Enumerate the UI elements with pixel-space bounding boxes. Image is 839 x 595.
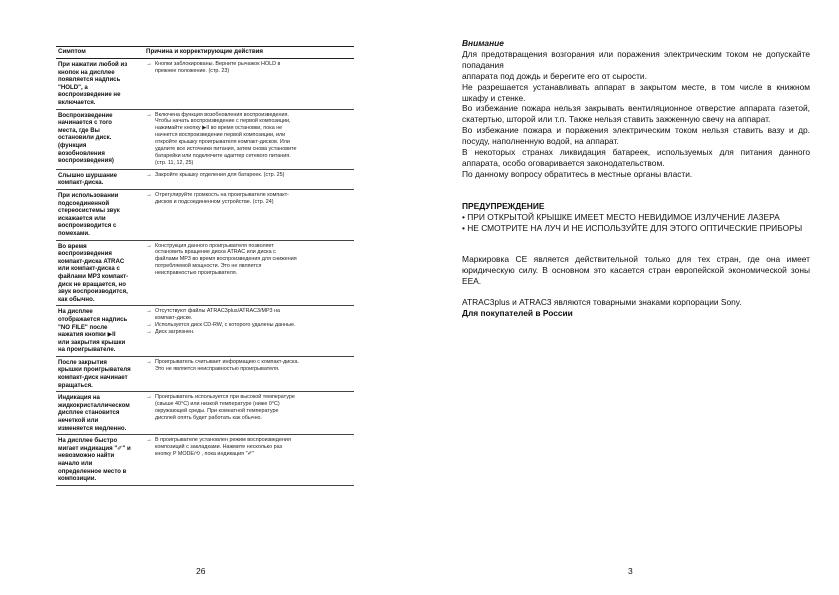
table-row bbox=[56, 392, 354, 435]
troubleshooting-table bbox=[56, 46, 354, 486]
cause-text: Используется диск CD-RW, с которого удалены данные. bbox=[155, 322, 296, 329]
cause-text: Отрегулируйте громкость на проигрывателе компакт- дисков и подсоединенном устройстве. (стр. 24) bbox=[155, 192, 289, 205]
cause-item bbox=[146, 243, 352, 278]
caution-line: • ПРИ ОТКРЫТОЙ КРЫШКЕ ИМЕЕТ МЕСТО НЕВИДИМОЕ ИЗЛУЧЕНИЕ ЛАЗЕРА bbox=[462, 211, 780, 222]
cause-text: Диск загрязнен. bbox=[155, 329, 195, 336]
symptom-text: Воспроизведение начинается с того места, где Вы остановили диск. (функция возобновления воспроизведения) bbox=[58, 111, 114, 165]
arrow-icon: → bbox=[146, 358, 152, 365]
cause-text: Кнопки заблокированы. Верните рычажок HOLD в прежнее положение. (стр. 23) bbox=[155, 61, 281, 74]
symptom-text: На дисплее быстро мигает индикация "✐" и невозможно найти начало или определенное место в композиции. bbox=[58, 437, 131, 483]
ce-notice: Маркировка CE является действительной только для тех стран, где она имеет юридическую силу. В основном это касается стран европейской экономической зоны EEA. bbox=[462, 254, 810, 286]
symptom-text: Во время воспроизведения компакт-диска ATRAC или компакт-диска с файлами MP3 компакт- диск не вращается, но звук воспроизводится, как обычно. bbox=[58, 242, 129, 303]
warning-section bbox=[462, 38, 810, 180]
symptom-cell bbox=[56, 435, 144, 486]
arrow-icon: → bbox=[146, 192, 152, 198]
symptom-text: Индикация на жидкокристаллическом дисплее становится нечеткой или изменяется медленно. bbox=[58, 394, 130, 432]
warning-paragraph: Не разрешается устанавливать аппарат в закрытом месте, в том числе в книжном шкафу и стенке. bbox=[462, 81, 810, 103]
table-row bbox=[56, 356, 354, 391]
cause-text: Проигрыватель считывает информацию с компакт-диска. Это не является неисправностью проигрывателя. bbox=[155, 358, 299, 372]
cause-item bbox=[146, 172, 352, 179]
warning-paragraph: Во избежание пожара и поражения электрическим током нельзя ставить вазу и др. посуду, наполненную водой, на аппарат. bbox=[462, 125, 810, 147]
table-row bbox=[56, 306, 354, 357]
arrow-icon: → bbox=[146, 437, 152, 444]
symptom-text: На дисплее отображается надпись "NO FILE" после нажатия кнопки ▶II или закрытия крышки на проигрывателе. bbox=[58, 308, 128, 354]
cause-item bbox=[146, 308, 352, 322]
page-number-left: 26 bbox=[196, 566, 206, 576]
cause-text: Проигрыватель используется при высокой температуре (свыше 40°C) или низкой температуре (ниже 0°C) окружающей среды. При комнатной температуре дисплей опять будет работать как обычно. bbox=[155, 394, 295, 421]
warning-paragraph: По данному вопросу обратитесь в местные органы власти. bbox=[462, 168, 693, 179]
symptom-text: Слышно шуршание компакт-диска. bbox=[58, 171, 118, 187]
arrow-icon: → bbox=[146, 308, 152, 315]
symptom-cell bbox=[56, 356, 144, 391]
table-header-row bbox=[56, 47, 354, 59]
symptom-text: После закрытия крышки проигрывателя компакт-диск начинает вращаться. bbox=[58, 358, 131, 389]
symptom-cell bbox=[56, 109, 144, 169]
arrow-icon: → bbox=[146, 394, 152, 401]
cause-text: Конструкция данного проигрывателя позволяет остановить вращение диска ATRAC или диска с файлами MP3 во время воспроизведения для снижения потребляемой мощности. Это не является неисправностью проигрывателя. bbox=[155, 242, 297, 277]
table-row bbox=[56, 169, 354, 189]
table-row bbox=[56, 109, 354, 169]
symptom-cell bbox=[56, 59, 144, 110]
cause-cell bbox=[144, 392, 354, 435]
table-row bbox=[56, 435, 354, 486]
cause-cell bbox=[144, 356, 354, 391]
arrow-icon: → bbox=[146, 329, 152, 336]
cause-item bbox=[146, 329, 352, 336]
cause-item bbox=[146, 61, 352, 75]
trademark-text: ATRAC3plus и ATRAC3 являются товарными знаками корпорации Sony. bbox=[462, 297, 742, 307]
customers-title: Для покупателей в России bbox=[462, 307, 573, 318]
warning-title: Внимание bbox=[462, 38, 504, 48]
cause-text: Отсутствуют файлы ATRAC3plus/ATRAC3/MP3 на компакт-диске. bbox=[155, 308, 281, 322]
symptom-cell bbox=[56, 190, 144, 241]
page-number-right: 3 bbox=[628, 566, 633, 576]
caution-section bbox=[462, 201, 810, 234]
table-row bbox=[56, 190, 354, 241]
table-row bbox=[56, 240, 354, 306]
cause-text: Включена функция возобновления воспроизведения. Чтобы начать воспроизведение с первой композиции, нажимайте кнопку ▶II во время остановки, пока не начнется воспроизведение первой композиции, или откройте крышку проигрывателя компакт-дисков. Или удалите все источники питания, затем снова установите батарейки или подключите адаптер сетевого питания. (стр. 11, 12, 25) bbox=[155, 111, 297, 166]
trademark-section bbox=[462, 297, 810, 319]
cause-item bbox=[146, 359, 352, 373]
arrow-icon: → bbox=[146, 171, 152, 178]
warning-paragraph: В некоторых странах ликвидация батареек, используемых для питания данного аппарата, особо оговаривается законодательством. bbox=[462, 147, 810, 168]
symptom-text: При использовании подсоединенной стереосистемы звук искажается или воспроизводится с помехами. bbox=[58, 192, 120, 237]
cause-cell bbox=[144, 190, 354, 241]
cause-cell bbox=[144, 306, 354, 357]
arrow-icon: → bbox=[146, 242, 152, 249]
cause-cell bbox=[144, 240, 354, 306]
cause-text: В проигрывателе установлен режим воспроизведения композиций с закладками. Нажмите несколько раз кнопку P MODE/⟲ , пока индикация "✐" bbox=[155, 437, 291, 458]
cause-cell bbox=[144, 435, 354, 486]
symptom-cell bbox=[56, 392, 144, 435]
symptom-header: Симптом bbox=[56, 47, 144, 59]
cause-item bbox=[146, 112, 352, 167]
cause-cell bbox=[144, 109, 354, 169]
cause-text: Закройте крышку отделения для батареек. (стр. 25) bbox=[155, 171, 285, 178]
symptom-cell bbox=[56, 169, 144, 189]
caution-title: ПРЕДУПРЕЖДЕНИЕ bbox=[462, 201, 545, 211]
symptom-cell bbox=[56, 240, 144, 306]
cause-item bbox=[146, 192, 352, 206]
cause-item bbox=[146, 322, 352, 329]
cause-header: Причина и корректирующие действия bbox=[144, 47, 354, 59]
arrow-icon: → bbox=[146, 322, 152, 329]
cause-cell bbox=[144, 169, 354, 189]
caution-line: • НЕ СМОТРИТЕ НА ЛУЧ И НЕ ИСПОЛЬЗУЙТЕ ДЛЯ ЭТОГО ОПТИЧЕСКИЕ ПРИБОРЫ bbox=[462, 222, 803, 233]
symptom-cell bbox=[56, 306, 144, 357]
cause-item bbox=[146, 394, 352, 422]
cause-cell bbox=[144, 59, 354, 110]
cause-item bbox=[146, 437, 352, 458]
table-row bbox=[56, 59, 354, 110]
arrow-icon: → bbox=[146, 61, 152, 67]
warning-paragraph: Во избежание пожара нельзя закрывать вентиляционное отверстие аппарата газетой, скатертью, шторой или т.п. Также нельзя ставить зажженную свечу на аппарат. bbox=[462, 103, 810, 125]
warning-paragraph: Для предотвращения возгорания или поражения электрическим током не допускайте попадания аппарата под дождь и берегите его от сырости. bbox=[462, 48, 810, 81]
symptom-text: При нажатии любой из кнопок на дисплее появляется надпись "HOLD", а воспроизведение не включается. bbox=[58, 61, 128, 106]
troubleshooting-body bbox=[56, 59, 354, 486]
right-page bbox=[420, 0, 839, 595]
arrow-icon: → bbox=[146, 111, 152, 118]
